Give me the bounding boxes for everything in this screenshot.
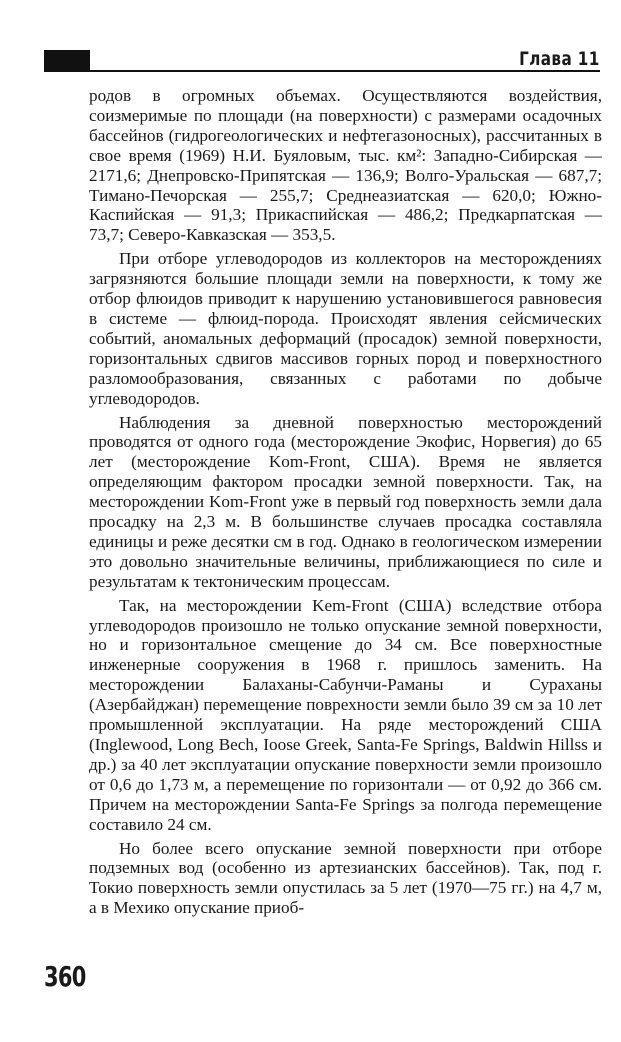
page-header bbox=[44, 50, 600, 72]
header-rule bbox=[44, 70, 600, 72]
paragraph-1: родов в огромных объемах. Осуществляются воздействия, соизмеримые по площади (на поверхности) с размерами осадочных бассейнов (гидрогеологических и нефтегазоносных), рассчитанных в свое время (1969) Н.И. Буяловым, тыс. км²: Западно-Сибирская — 2171,6; Днепровско-Припятская — 136,9; Волго-Уральская — 687,7; Тимано-Печорская — 255,7; Среднеазиатская — 620,0; Южно-Каспийская — 91,3; Прикаспийская — 486,2; Предкарпатская — 73,7; Северо-Кавказская — 353,5. bbox=[89, 86, 602, 245]
paragraph-2: При отборе углеводородов из коллекторов на месторождениях загрязняются большие площади земли на поверхности, к тому же отбор флюидов приводит к нарушению установившегося равновесия в системе — флюид-порода. Происходят явления сейсмических событий, аномальных деформаций (просадок) земной поверхности, горизонтальных сдвигов массивов горных пород и поверхностного разломообразования, связанных с работами по добыче углеводородов. bbox=[89, 249, 602, 408]
paragraph-4: Так, на месторождении Kem-Front (США) вследствие отбора углеводородов произошло не только опускание земной поверхности, но и горизонтальное смещение до 34 см. Все поверхностные инженерные сооружения в 1968 г. пришлось заменить. На месторождении Балаханы-Сабунчи-Раманы и Сураханы (Азербайджан) перемещение поврехности земли было 39 см за 10 лет промышленной эксплуатации. На ряде месторождений США (Inglewood, Long Bech, Ioose Greek, Santa-Fe Springs, Baldwin Hillss и др.) за 40 лет эксплуатации опускание поверхности земли произошло от 0,6 до 1,73 м, а перемещение по горизонтали — от 0,92 до 366 см. Причем на месторождении Santa-Fe Springs за полгода перемещение составило 24 см. bbox=[89, 595, 602, 834]
paragraph-3: Наблюдения за дневной поверхностью месторождений проводятся от одного года (месторождение Экофис, Норвегия) до 65 лет (месторождение Kom-Front, США). Время не является определяющим фактором просадки земной поверхности. Так, на месторождении Kom-Front уже в первый год поверхность земли дала просадку на 2,3 м. В большинстве случаев просадка составляла единицы и реже десятки см в год. Однако в геологическом измерении это довольно значительные величины, приближающиеся по силе и результатам к тектоническим процессам. bbox=[89, 412, 602, 591]
body-text bbox=[89, 86, 602, 922]
paragraph-5: Но более всего опускание земной поверхности при отборе подземных вод (особенно из артезианских бассейнов). Так, под г. Токио поверхность земли опустилась за 5 лет (1970—75 гг.) на 4,7 м, а в Мехико опускание приоб- bbox=[89, 838, 602, 918]
header-block bbox=[44, 50, 90, 70]
page-number: 360 bbox=[44, 960, 86, 993]
chapter-title: Глава 11 bbox=[519, 48, 600, 70]
